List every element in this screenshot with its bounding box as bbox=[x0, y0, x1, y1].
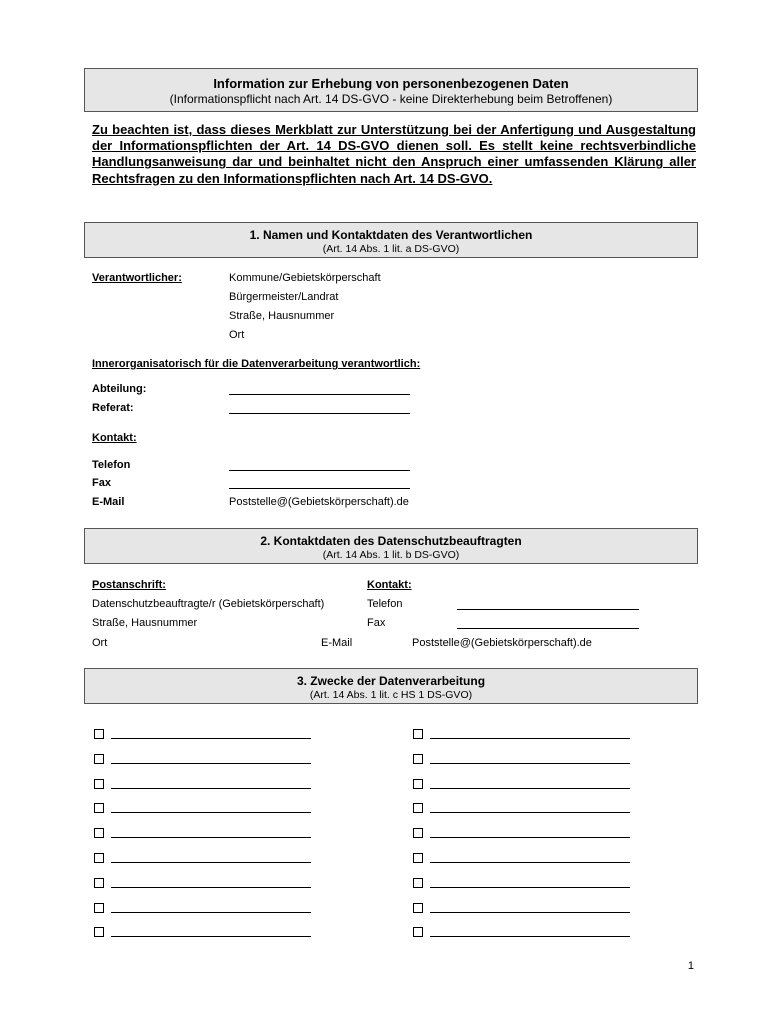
purpose-field[interactable] bbox=[111, 862, 311, 863]
verantwortlicher-line-1: Kommune/Gebietskörperschaft bbox=[229, 272, 381, 284]
purpose-checkbox[interactable] bbox=[413, 903, 423, 913]
purpose-checkbox[interactable] bbox=[94, 729, 104, 739]
inner-org-heading: Innerorganisatorisch für die Datenverarbeitung verantwortlich: bbox=[92, 358, 421, 370]
purpose-field[interactable] bbox=[111, 887, 311, 888]
purpose-field[interactable] bbox=[430, 837, 630, 838]
purpose-checkbox[interactable] bbox=[94, 903, 104, 913]
section-1-subtitle: (Art. 14 Abs. 1 lit. a DS-GVO) bbox=[322, 243, 460, 255]
telefon-label-1: Telefon bbox=[92, 459, 131, 471]
section-2-header bbox=[84, 528, 698, 564]
fax-label-1: Fax bbox=[92, 477, 111, 489]
dsb-line-3: Ort bbox=[92, 637, 108, 649]
kontakt-heading-2: Kontakt: bbox=[367, 579, 412, 591]
purpose-field[interactable] bbox=[430, 936, 630, 937]
section-3-header bbox=[84, 668, 698, 704]
purpose-field[interactable] bbox=[111, 812, 311, 813]
telefon-field-1[interactable] bbox=[229, 470, 410, 471]
email-value-2: Poststelle@(Gebietskörperschaft).de bbox=[412, 637, 592, 649]
page-number: 1 bbox=[687, 960, 694, 972]
verantwortlicher-line-4: Ort bbox=[229, 329, 245, 341]
purpose-checkbox[interactable] bbox=[94, 878, 104, 888]
document-subtitle: (Informationspflicht nach Art. 14 DS-GVO - keine Direkterhebung beim Betroffenen) bbox=[169, 92, 613, 106]
purpose-field[interactable] bbox=[430, 862, 630, 863]
fax-field-2[interactable] bbox=[457, 628, 639, 629]
purpose-checkbox[interactable] bbox=[413, 927, 423, 937]
referat-field[interactable] bbox=[229, 413, 410, 414]
section-3-subtitle: (Art. 14 Abs. 1 lit. c HS 1 DS-GVO) bbox=[309, 689, 473, 701]
verantwortlicher-line-3: Straße, Hausnummer bbox=[229, 310, 335, 322]
purpose-checkbox[interactable] bbox=[94, 927, 104, 937]
telefon-field-2[interactable] bbox=[457, 609, 639, 610]
purpose-checkbox[interactable] bbox=[413, 803, 423, 813]
fax-field-1[interactable] bbox=[229, 488, 410, 489]
purpose-checkbox[interactable] bbox=[413, 828, 423, 838]
telefon-label-2: Telefon bbox=[367, 598, 403, 610]
purpose-checkbox[interactable] bbox=[94, 779, 104, 789]
kontakt-heading-1: Kontakt: bbox=[92, 432, 137, 444]
purpose-field[interactable] bbox=[430, 763, 630, 764]
dsb-line-1: Datenschutzbeauftragte/r (Gebietskörperschaft) bbox=[92, 598, 325, 610]
section-2-subtitle: (Art. 14 Abs. 1 lit. b DS-GVO) bbox=[322, 549, 460, 561]
dsb-line-2: Straße, Hausnummer bbox=[92, 617, 198, 629]
verantwortlicher-line-2: Bürgermeister/Landrat bbox=[229, 291, 339, 303]
purpose-checkbox[interactable] bbox=[413, 754, 423, 764]
purpose-field[interactable] bbox=[111, 912, 311, 913]
purpose-checkbox[interactable] bbox=[94, 853, 104, 863]
document-header bbox=[84, 68, 698, 112]
purpose-field[interactable] bbox=[430, 887, 630, 888]
purpose-checkbox[interactable] bbox=[413, 729, 423, 739]
document-title: Information zur Erhebung von personenbezogenen Daten bbox=[213, 76, 569, 91]
section-1-header bbox=[84, 222, 698, 258]
purpose-checkbox[interactable] bbox=[94, 803, 104, 813]
section-2-title: 2. Kontaktdaten des Datenschutzbeauftragten bbox=[260, 534, 522, 548]
email-value-1: Poststelle@(Gebietskörperschaft).de bbox=[229, 496, 409, 508]
section-1-title: 1. Namen und Kontaktdaten des Verantwortlichen bbox=[249, 228, 533, 242]
purpose-field[interactable] bbox=[430, 788, 630, 789]
purpose-field[interactable] bbox=[430, 912, 630, 913]
referat-label: Referat: bbox=[92, 402, 134, 414]
purpose-field[interactable] bbox=[111, 837, 311, 838]
disclaimer-note: Zu beachten ist, dass dieses Merkblatt zur Unterstützung bei der Anfertigung und Ausgestaltung der Informationspflichten der Art. 14 DS-GVO dienen soll. Es stellt keine rechtsverbindliche Handlungsanweisung dar und beinhaltet nicht den Anspruch einer umfassenden Klärung aller Rechtsfragen zu den Informationspflichten nach Art. 14 DS-GVO. bbox=[92, 122, 696, 186]
verantwortlicher-label: Verantwortlicher: bbox=[92, 272, 182, 284]
purpose-field[interactable] bbox=[111, 936, 311, 937]
purpose-field[interactable] bbox=[430, 812, 630, 813]
purpose-field[interactable] bbox=[111, 738, 311, 739]
purpose-field[interactable] bbox=[430, 738, 630, 739]
purpose-checkbox[interactable] bbox=[94, 754, 104, 764]
postanschrift-heading: Postanschrift: bbox=[92, 579, 166, 591]
abteilung-field[interactable] bbox=[229, 394, 410, 395]
abteilung-label: Abteilung: bbox=[92, 383, 147, 395]
purpose-checkbox[interactable] bbox=[413, 853, 423, 863]
email-label-1: E-Mail bbox=[92, 496, 125, 508]
purpose-field[interactable] bbox=[111, 788, 311, 789]
purpose-field[interactable] bbox=[111, 763, 311, 764]
fax-label-2: Fax bbox=[367, 617, 386, 629]
section-3-title: 3. Zwecke der Datenverarbeitung bbox=[296, 674, 486, 688]
purpose-checkbox[interactable] bbox=[413, 779, 423, 789]
purpose-checkbox[interactable] bbox=[94, 828, 104, 838]
email-label-2: E-Mail bbox=[321, 637, 353, 649]
purpose-checkbox[interactable] bbox=[413, 878, 423, 888]
